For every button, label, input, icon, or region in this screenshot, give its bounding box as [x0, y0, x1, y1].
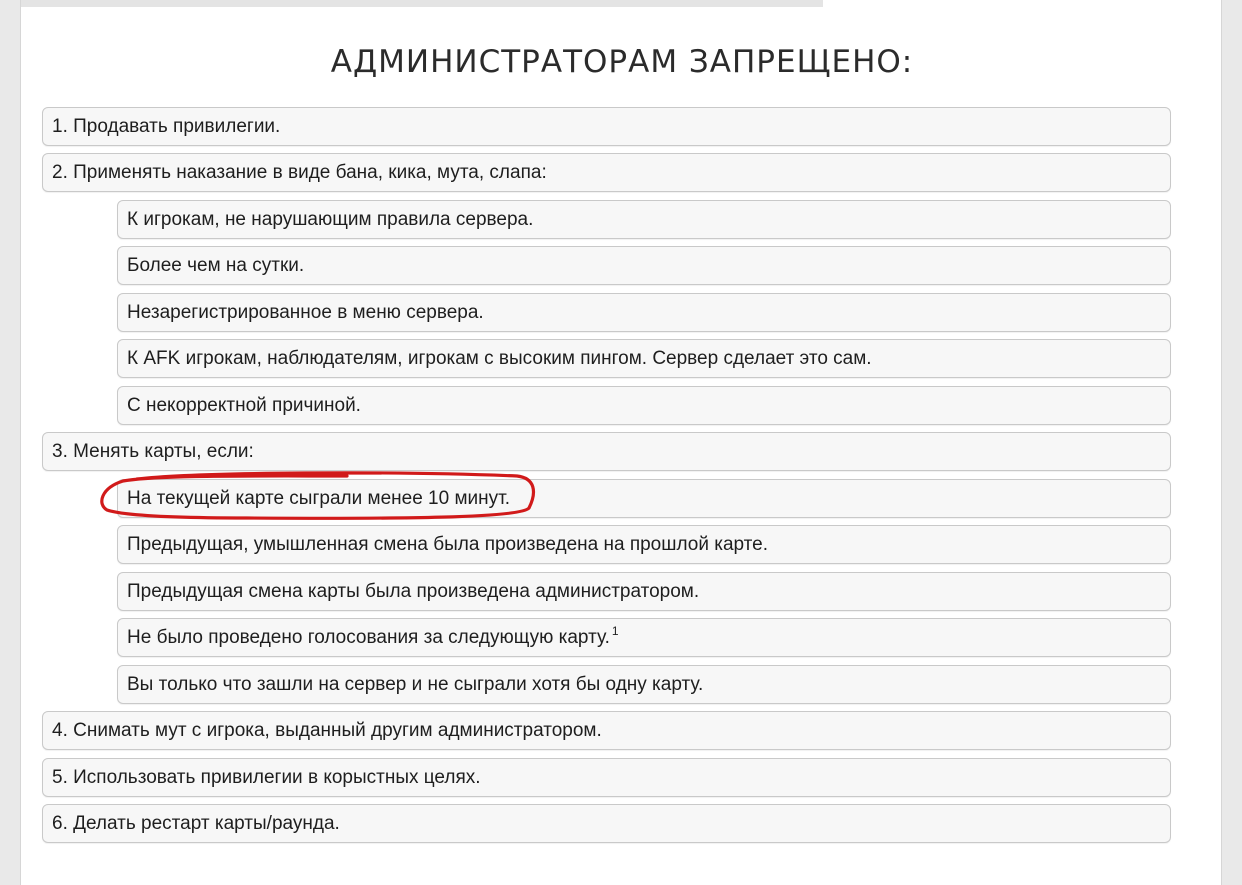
page-title: АДМИНИСТРАТОРАМ ЗАПРЕЩЕНО: — [330, 44, 914, 80]
rule-2-sub-1: К игрокам, не нарушающим правила сервера. — [117, 200, 1171, 239]
rules-list — [21, 0, 1223, 885]
rule-2-sub-2: Более чем на сутки. — [117, 246, 1171, 285]
rule-1: 1. Продавать привилегии. — [42, 107, 1171, 146]
rule-2-sub-3: Незарегистрированное в меню сервера. — [117, 293, 1171, 332]
rule-3-sub-3: Предыдущая смена карты была произведена администратором. — [117, 572, 1171, 611]
footnote-marker: 1 — [611, 624, 619, 638]
rule-3-sub-5: Вы только что зашли на сервер и не сыграли хотя бы одну карту. — [117, 665, 1171, 704]
rule-3-sub-2: Предыдущая, умышленная смена была произведена на прошлой карте. — [117, 525, 1171, 564]
rule-3-sub-4 — [117, 618, 1171, 657]
rule-3: 3. Менять карты, если: — [42, 432, 1171, 471]
rule-2-sub-5: С некорректной причиной. — [117, 386, 1171, 425]
document-page — [20, 0, 1222, 885]
rule-3-sub-4-text: Не было проведено голосования за следующую карту. — [127, 627, 610, 648]
rule-4: 4. Снимать мут с игрока, выданный другим администратором. — [42, 711, 1171, 750]
rule-3-sub-1: На текущей карте сыграли менее 10 минут. — [117, 479, 1171, 518]
rule-2-sub-4: К AFK игрокам, наблюдателям, игрокам с высоким пингом. Сервер сделает это сам. — [117, 339, 1171, 378]
rule-6: 6. Делать рестарт карты/раунда. — [42, 804, 1171, 843]
rule-5: 5. Использовать привилегии в корыстных целях. — [42, 758, 1171, 797]
rule-2: 2. Применять наказание в виде бана, кика, мута, слапа: — [42, 153, 1171, 192]
